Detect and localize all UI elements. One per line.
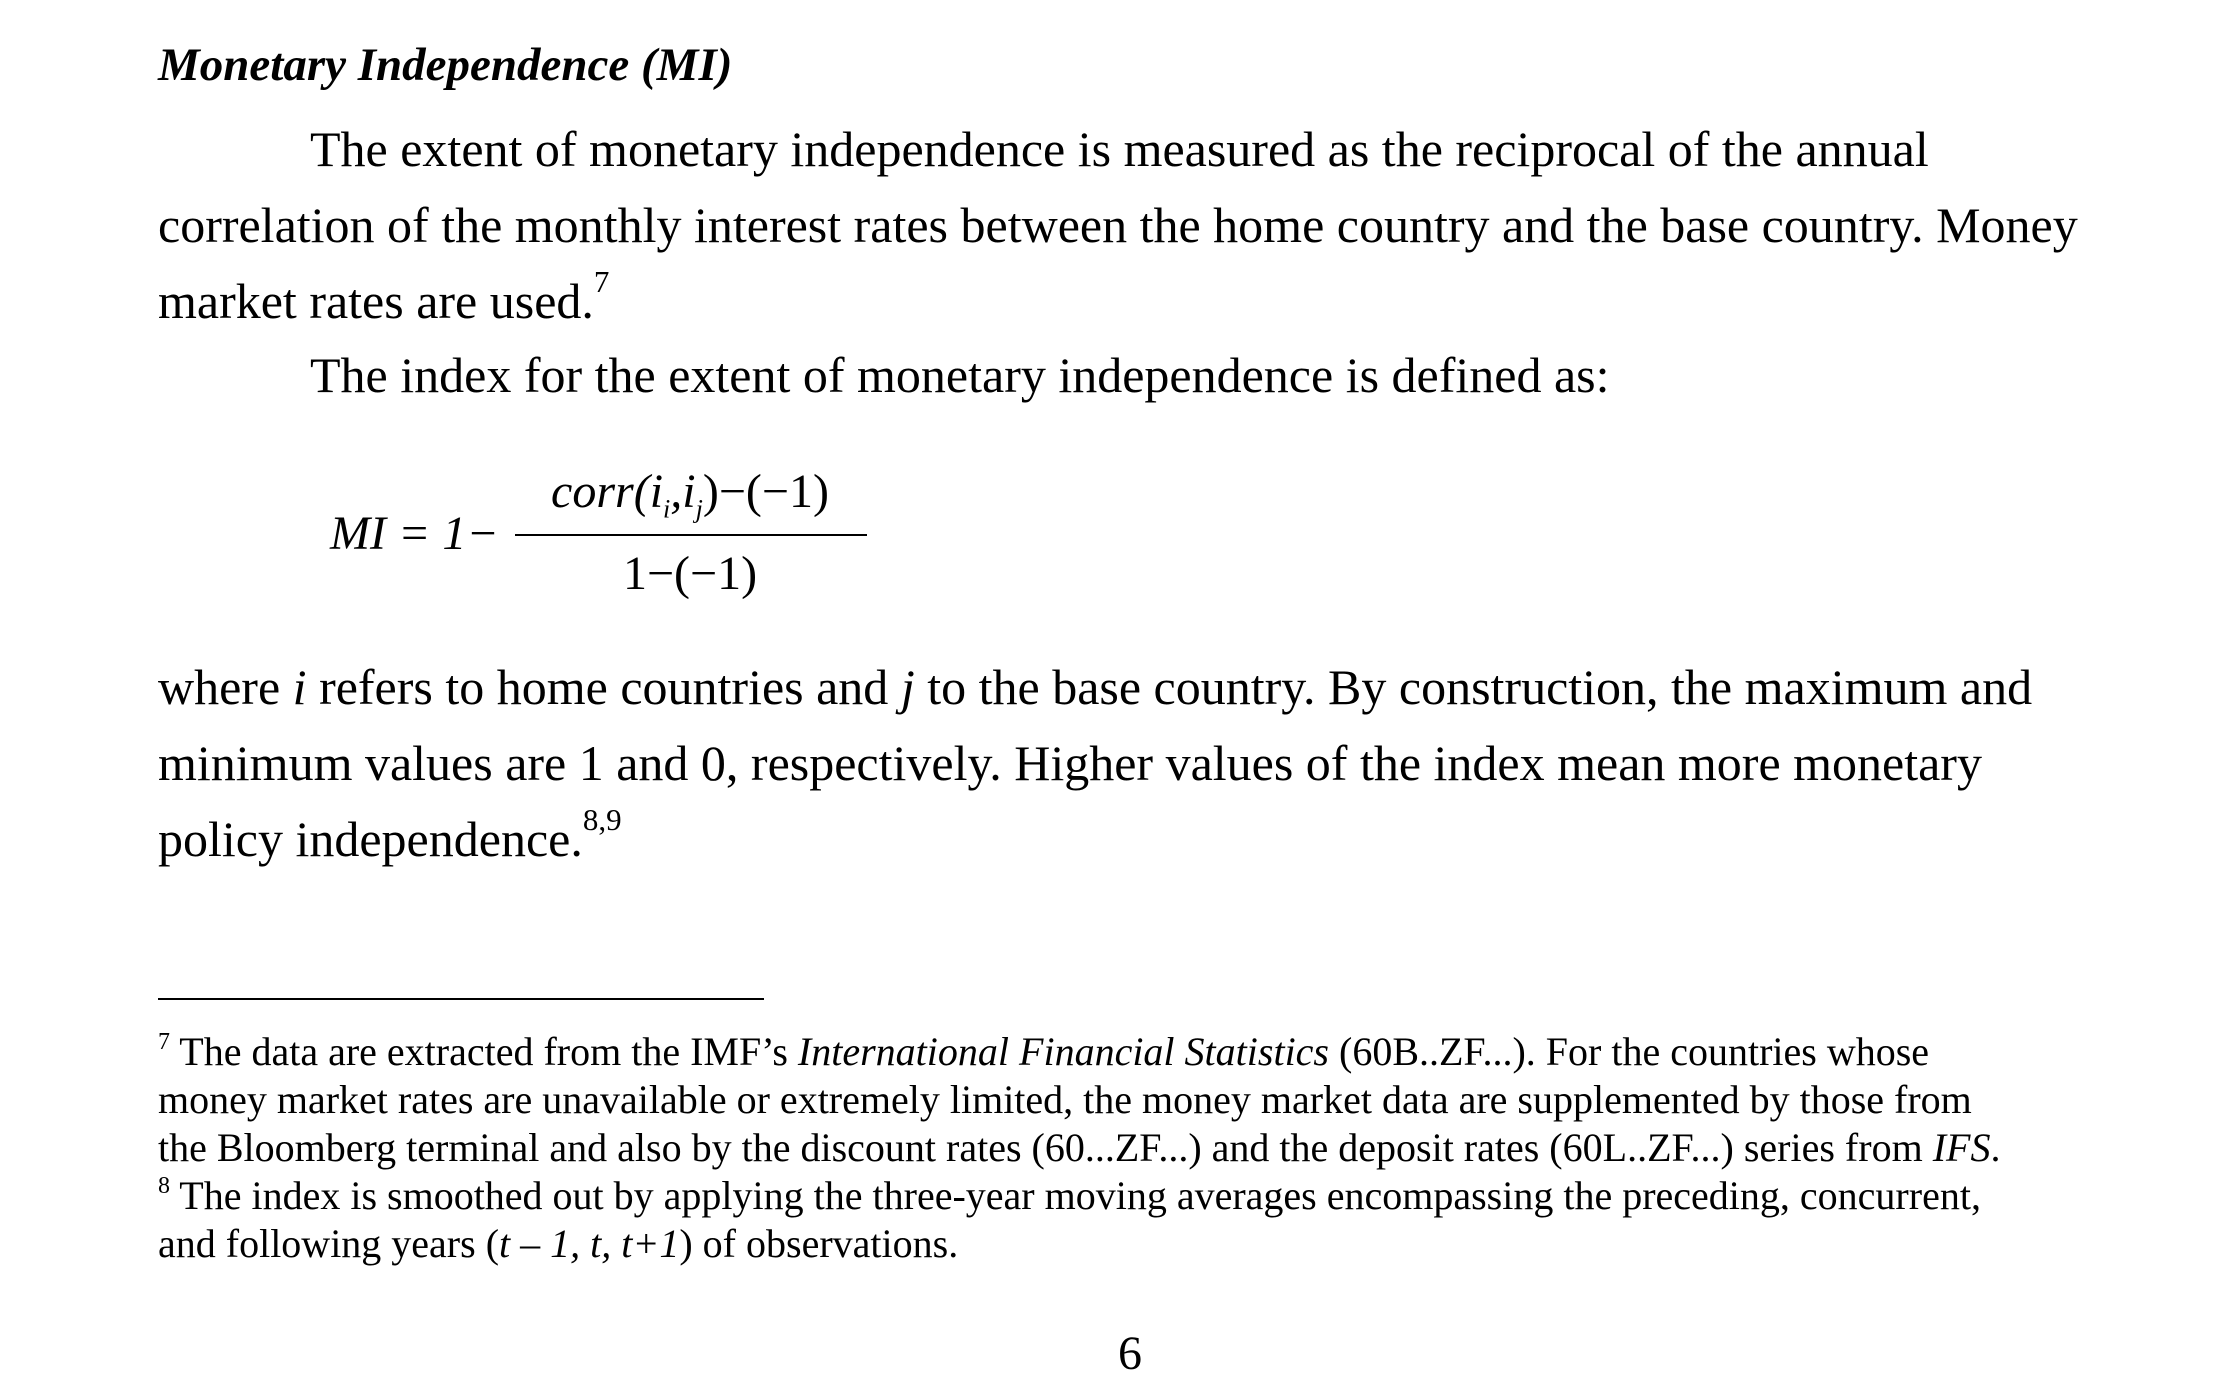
p3-var-j: j	[900, 659, 915, 715]
footnote-8-number: 8	[158, 1173, 170, 1199]
p3-var-i: i	[292, 659, 307, 715]
equation-denominator: 1−(−1)	[622, 547, 758, 600]
paragraph-3-line-1	[158, 659, 2033, 715]
mi-equation	[330, 466, 890, 606]
numerator-mid: ,i	[670, 465, 696, 518]
fn8-l2-italic: t – 1, t, t+1	[499, 1221, 680, 1266]
p3-text-c: to the base country. By construction, the maximum and	[914, 659, 2033, 715]
footnote-7-line-1	[158, 1029, 1930, 1074]
fn8-text: The index is smoothed out by applying the three-year moving averages encompassing the preceding, concurrent,	[170, 1173, 1981, 1218]
fn7-l3-italic: IFS	[1932, 1125, 1991, 1170]
numerator-post: )−(−1)	[702, 465, 829, 518]
footnote-8-line-1	[158, 1173, 1981, 1218]
numerator-corr: corr(i	[551, 465, 664, 518]
fn7-text-b: (60B..ZF...). For the countries whose	[1329, 1029, 1930, 1074]
footnote-ref-8-9: 8,9	[582, 802, 622, 838]
fraction-bar	[515, 534, 867, 536]
numerator-sub-j: j	[695, 494, 703, 524]
equation-lhs	[330, 506, 499, 561]
equation-lhs-text: MI = 1−	[330, 507, 499, 560]
p3-text-a: where	[158, 659, 293, 715]
footnote-7-line-2: money market rates are unavailable or extremely limited, the money market data are supplemented by those from	[158, 1077, 1972, 1122]
paragraph-1-line-2: correlation of the monthly interest rates between the home country and the base country. Money	[158, 197, 2078, 253]
fn7-l3-a: the Bloomberg terminal and also by the discount rates (60...ZF...) and the deposit rates (60L..ZF...) series from	[158, 1125, 1933, 1170]
section-heading: Monetary Independence (MI)	[158, 39, 733, 91]
numerator-sub-i: i	[663, 494, 671, 524]
fn7-text-a: The data are extracted from the IMF’s	[170, 1029, 798, 1074]
footnote-separator	[158, 998, 764, 1000]
footnote-ref-7: 7	[593, 264, 610, 300]
paragraph-3-line-3	[158, 802, 622, 867]
footnote-7-number: 7	[158, 1029, 170, 1055]
paragraph-3-line-2: minimum values are 1 and 0, respectively. Higher values of the index mean more monetary	[158, 735, 1982, 791]
paragraph-1-line-1: The extent of monetary independence is measured as the reciprocal of the annual	[310, 121, 1929, 177]
paragraph-1-line-3-text: market rates are used.	[158, 273, 594, 329]
footnote-8-line-2	[158, 1221, 959, 1266]
equation-numerator	[515, 464, 865, 525]
fn8-l2-b: ) of observations.	[679, 1221, 959, 1266]
fn7-l3-b: .	[1990, 1125, 2001, 1170]
fn7-italic: International Financial Statistics	[797, 1029, 1329, 1074]
p3-text-b: refers to home countries and	[306, 659, 901, 715]
fn8-l2-a: and following years (	[158, 1221, 500, 1266]
footnote-7-line-3	[158, 1125, 2001, 1170]
page-number: 6	[1118, 1327, 1142, 1380]
paragraph-1-line-3	[158, 264, 610, 329]
paragraph-2: The index for the extent of monetary independence is defined as:	[310, 347, 1610, 403]
p3-line-3-text: policy independence.	[158, 811, 583, 867]
